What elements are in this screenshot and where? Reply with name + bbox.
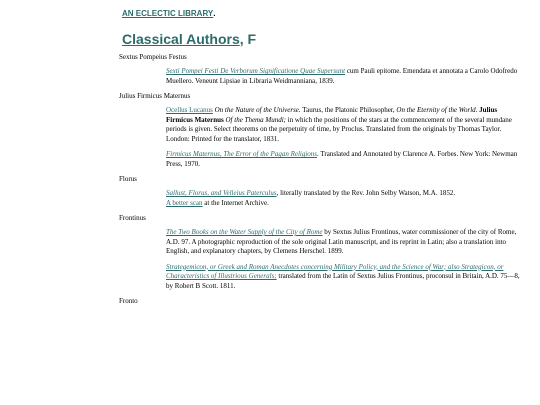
library-home-link[interactable]: AN ECLECTIC LIBRARY [122, 9, 214, 18]
book-description: by Sextus Julius Frontinus, water commissioner of the city of Rome, A.D. 97. A photographic reproduction of the sole original Latin manuscript, and its reprint in Latin; also a translation into English, and explanatory chapters, by Clemens Herschel. 1899. [166, 228, 517, 255]
author-name: Frontinus [119, 214, 146, 222]
better-scan-link[interactable]: A better scan [166, 198, 203, 207]
book-entry [166, 263, 520, 292]
book-link[interactable]: Sallust, Florus, and Velleius Paterculus [166, 189, 277, 197]
book-entry [166, 228, 520, 257]
book-link[interactable]: Ocellus Lucanus [166, 106, 213, 114]
book-description-part: On the Eternity of the World. [396, 106, 478, 114]
book-description: . Translated and Annotated by Clarence A. Forbes. New York: Newman Press, 1970. [166, 150, 518, 168]
book-description-part: in which the positions of the stars at the commencement of the several mundane periods is given. Select theorems on the perpetuity of time, by Proclus. Translated from the originals by Thomas Taylor. London: Printed for the translator, 1831. [166, 115, 512, 143]
book-entry [166, 189, 520, 208]
book-description: , literally translated by the Rev. John Selby Watson, M.A. 1852. [276, 189, 456, 197]
book-description: cum Pauli epitome. Emendata et annotata a Carolo Odofredo Muellero. Veneunt Lipsiae in Libraria Weidmanniana, 1839. [166, 67, 518, 85]
page-title-letter: , F [239, 31, 257, 47]
book-entry [166, 106, 520, 144]
classical-authors-link[interactable]: Classical Authors [122, 31, 240, 47]
book-link[interactable]: Strategemicon, or Greek and Roman Anecdotes concerning Military Policy, and the Science of War; also Strategicon, or Characteristics of Illustrious Generals; [166, 262, 504, 280]
author-name: Julius Firmicus Maternus [119, 92, 191, 100]
book-description-part: Julius Firmicus Maternus [166, 106, 498, 124]
book-link[interactable]: Sexti Pompei Festi De Verborum Significatione Quae Supersunt [166, 67, 346, 75]
book-description-part: On the Nature of the Universe. [214, 106, 301, 114]
book-description: translated from the Latin of Sextus Julius Frontinus, proconsul in Britain, A.D. 75—8, by Robert B Scott. 1811. [166, 272, 520, 290]
author-name: Sextus Pompeius Festus [119, 53, 187, 61]
book-link[interactable]: The Two Books on the Water Supply of the City of Rome [166, 228, 323, 236]
library-title-suffix: . [213, 9, 216, 18]
book-description-part: Taurus, the Platonic Philosopher, [300, 106, 397, 114]
book-description-part: Of the Thema Mundi; [225, 115, 286, 124]
author-name: Florus [119, 175, 137, 183]
book-link[interactable]: Firmicus Maternus, The Error of the Pagan Religions [166, 150, 318, 158]
alternate-scan-line [166, 199, 520, 209]
book-entry [166, 150, 520, 169]
book-entry [166, 67, 520, 86]
author-name: Fronto [119, 297, 138, 305]
alternate-scan-note: at the Internet Archive. [202, 198, 269, 207]
page-title [122, 31, 520, 47]
